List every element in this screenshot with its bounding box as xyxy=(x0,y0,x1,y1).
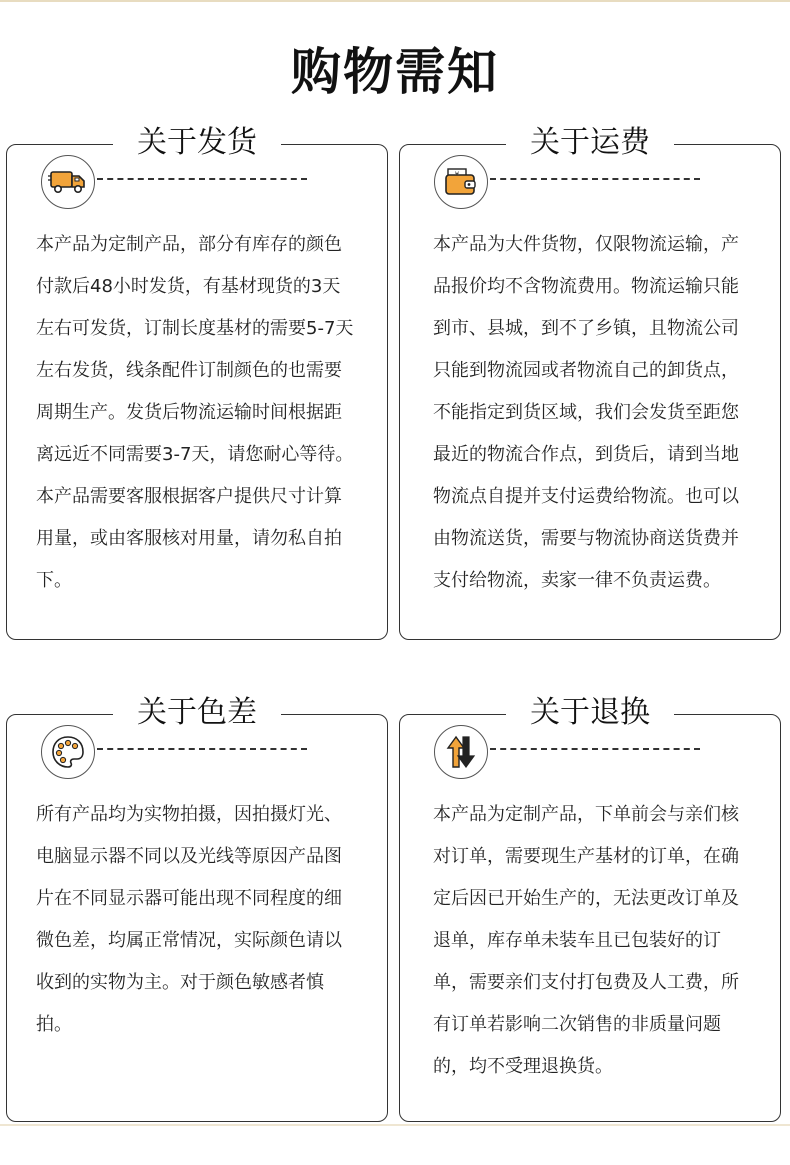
card-shipping xyxy=(6,125,388,640)
top-border-line xyxy=(0,0,790,2)
dashed-divider xyxy=(97,178,307,180)
card-title: 关于发货 xyxy=(113,123,281,163)
bottom-band xyxy=(0,1124,790,1165)
card-title: 关于运费 xyxy=(506,123,674,163)
card-title: 关于色差 xyxy=(113,693,281,733)
card-color-difference xyxy=(6,695,388,1122)
card-returns xyxy=(399,695,781,1122)
card-title: 关于退换 xyxy=(506,693,674,733)
card-text: 本产品为大件货物，仅限物流运输，产品报价均不含物流费用。物流运输只能到市、县城，到不了乡镇，且物流公司只能到物流园或者物流自己的卸货点，不能指定到货区域，我们会发货至距您最近的物流合作点，到货后，请到当地物流点自提并支付运费给物流。也可以由物流送货，需要与物流协商送货费并支付给物流，卖家一律不负责运费。 xyxy=(433,234,739,591)
dashed-divider xyxy=(97,748,307,750)
dashed-divider xyxy=(490,748,700,750)
card-text: 所有产品均为实物拍摄，因拍摄灯光、电脑显示器不同以及光线等原因产品图片在不同显示器可能出现不同程度的细微色差，均属正常情况，实际颜色请以收到的实物为主。对于颜色敏感者慎拍。 xyxy=(36,804,342,1035)
dashed-divider xyxy=(490,178,700,180)
card-freight xyxy=(399,125,781,640)
page-title: 购物需知 xyxy=(291,43,499,101)
card-text: 本产品为定制产品，部分有库存的颜色付款后48小时发货，有基材现货的3天左右可发货，订制长度基材的需要5-7天左右发货，线条配件订制颜色的也需要周期生产。发货后物流运输时间根据距离远近不同需要3-7天，请您耐心等待。本产品需要客服根据客户提供尺寸计算用量，或由客服核对用量，请勿私自拍下。 xyxy=(36,234,354,591)
truck-icon xyxy=(41,155,95,209)
card-text: 本产品为定制产品，下单前会与亲们核对订单，需要现生产基材的订单，在确定后因已开始生产的，无法更改订单及退单，库存单未装车且已包装好的订单，需要亲们支付打包费及人工费，所有订单若影响二次销售的非质量问题的，均不受理退换货。 xyxy=(433,804,739,1077)
exchange-arrows-icon xyxy=(434,725,488,779)
wallet-icon xyxy=(434,155,488,209)
palette-icon xyxy=(41,725,95,779)
